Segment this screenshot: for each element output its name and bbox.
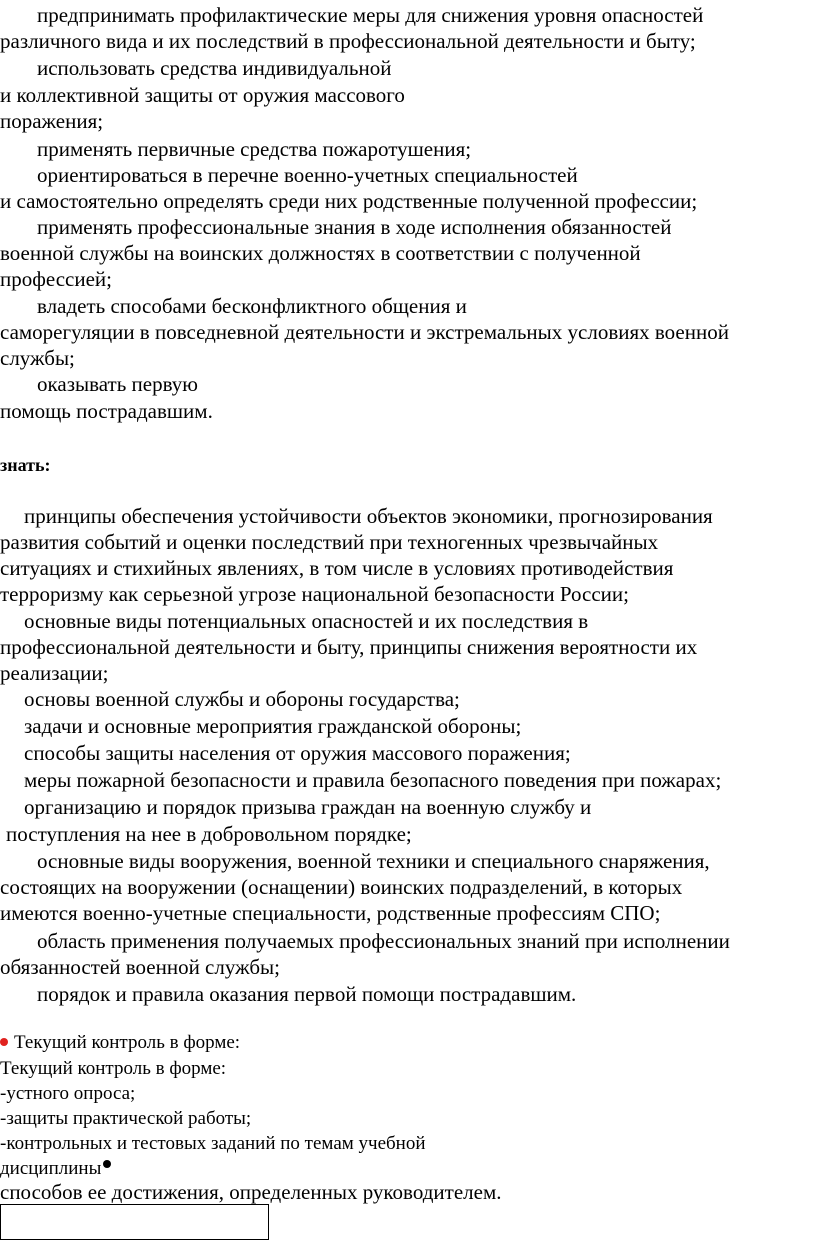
control-line: Текущий контроль в форме: — [0, 1058, 227, 1079]
skill-line: и самостоятельно определять среди них родственные полученной профессии; — [0, 189, 698, 213]
know-line: меры пожарной безопасности и правила безопасного поведения при пожарах; — [24, 768, 722, 792]
know-line: порядок и правила оказания первой помощи пострадавшим. — [37, 982, 577, 1006]
skill-line: использовать средства индивидуальной — [37, 56, 392, 80]
empty-text-box — [0, 1204, 269, 1240]
know-line: область применения получаемых профессиональных знаний при исполнении — [37, 929, 730, 953]
know-line: способы защиты населения от оружия массового поражения; — [24, 741, 571, 765]
control-line: -устного опроса; — [0, 1083, 136, 1104]
know-line: профессиональной деятельности и быту, принципы снижения вероятности их — [0, 635, 698, 659]
control-line: -контрольных и тестовых заданий по темам учебной — [0, 1133, 426, 1154]
skill-line: предпринимать профилактические меры для снижения уровня опасностей — [37, 3, 704, 27]
skill-line: и коллективной защиты от оружия массового — [0, 83, 405, 107]
know-heading: знать: — [0, 455, 51, 475]
know-line: поступления на нее в добровольном порядке; — [6, 822, 412, 846]
skill-line: оказывать первую — [37, 372, 198, 396]
know-line: принципы обеспечения устойчивости объектов экономики, прогнозирования — [24, 504, 713, 528]
know-line: основные виды потенциальных опасностей и их последствия в — [24, 609, 589, 633]
know-line: ситуациях и стихийных явлениях, в том числе в условиях противодействия — [0, 556, 674, 580]
know-line: реализации; — [0, 661, 109, 685]
control-line: -защиты практической работы; — [0, 1108, 252, 1129]
know-line: задачи и основные мероприятия гражданской обороны; — [24, 714, 522, 738]
red-bullet-icon — [0, 1038, 8, 1046]
skill-line: владеть способами бесконфликтного общения и — [37, 294, 467, 318]
control-line: способов ее достижения, определенных руководителем. — [0, 1180, 502, 1204]
skill-line: поражения; — [0, 109, 104, 133]
know-line: развития событий и оценки последствий при техногенных чрезвычайных — [0, 530, 659, 554]
know-line: имеются военно-учетные специальности, родственные профессиям СПО; — [0, 901, 661, 925]
skill-line: профессией; — [0, 267, 112, 291]
know-line: терроризму как серьезной угрозе национальной безопасности России; — [0, 582, 629, 606]
know-line: организацию и порядок призыва граждан на военную службу и — [24, 795, 592, 819]
control-heading-bulleted — [0, 1030, 240, 1056]
black-bullet-icon — [103, 1160, 111, 1168]
know-line: обязанностей военной службы; — [0, 955, 280, 979]
know-line: состоящих на вооружении (оснащении) воинских подразделений, в которых — [0, 875, 683, 899]
control-heading-text: Текущий контроль в форме: — [14, 1032, 241, 1053]
skill-line: различного вида и их последствий в профессиональной деятельности и быту; — [0, 29, 696, 53]
know-line: основные виды вооружения, военной техники и специального снаряжения, — [37, 849, 710, 873]
skill-line: службы; — [0, 346, 75, 370]
skill-line: применять первичные средства пожаротушения; — [37, 137, 472, 161]
skill-line: военной службы на воинских должностях в соответствии с полученной — [0, 241, 641, 265]
control-line-text: дисциплины — [0, 1158, 102, 1179]
skill-line: саморегуляции в повседневной деятельности и экстремальных условиях военной — [0, 320, 729, 344]
skill-line: ориентироваться в перечне военно-учетных специальностей — [37, 163, 578, 187]
skill-line: применять профессиональные знания в ходе исполнения обязанностей — [37, 215, 672, 239]
know-line: основы военной службы и обороны государства; — [24, 687, 460, 711]
skill-line: помощь пострадавшим. — [0, 399, 213, 423]
